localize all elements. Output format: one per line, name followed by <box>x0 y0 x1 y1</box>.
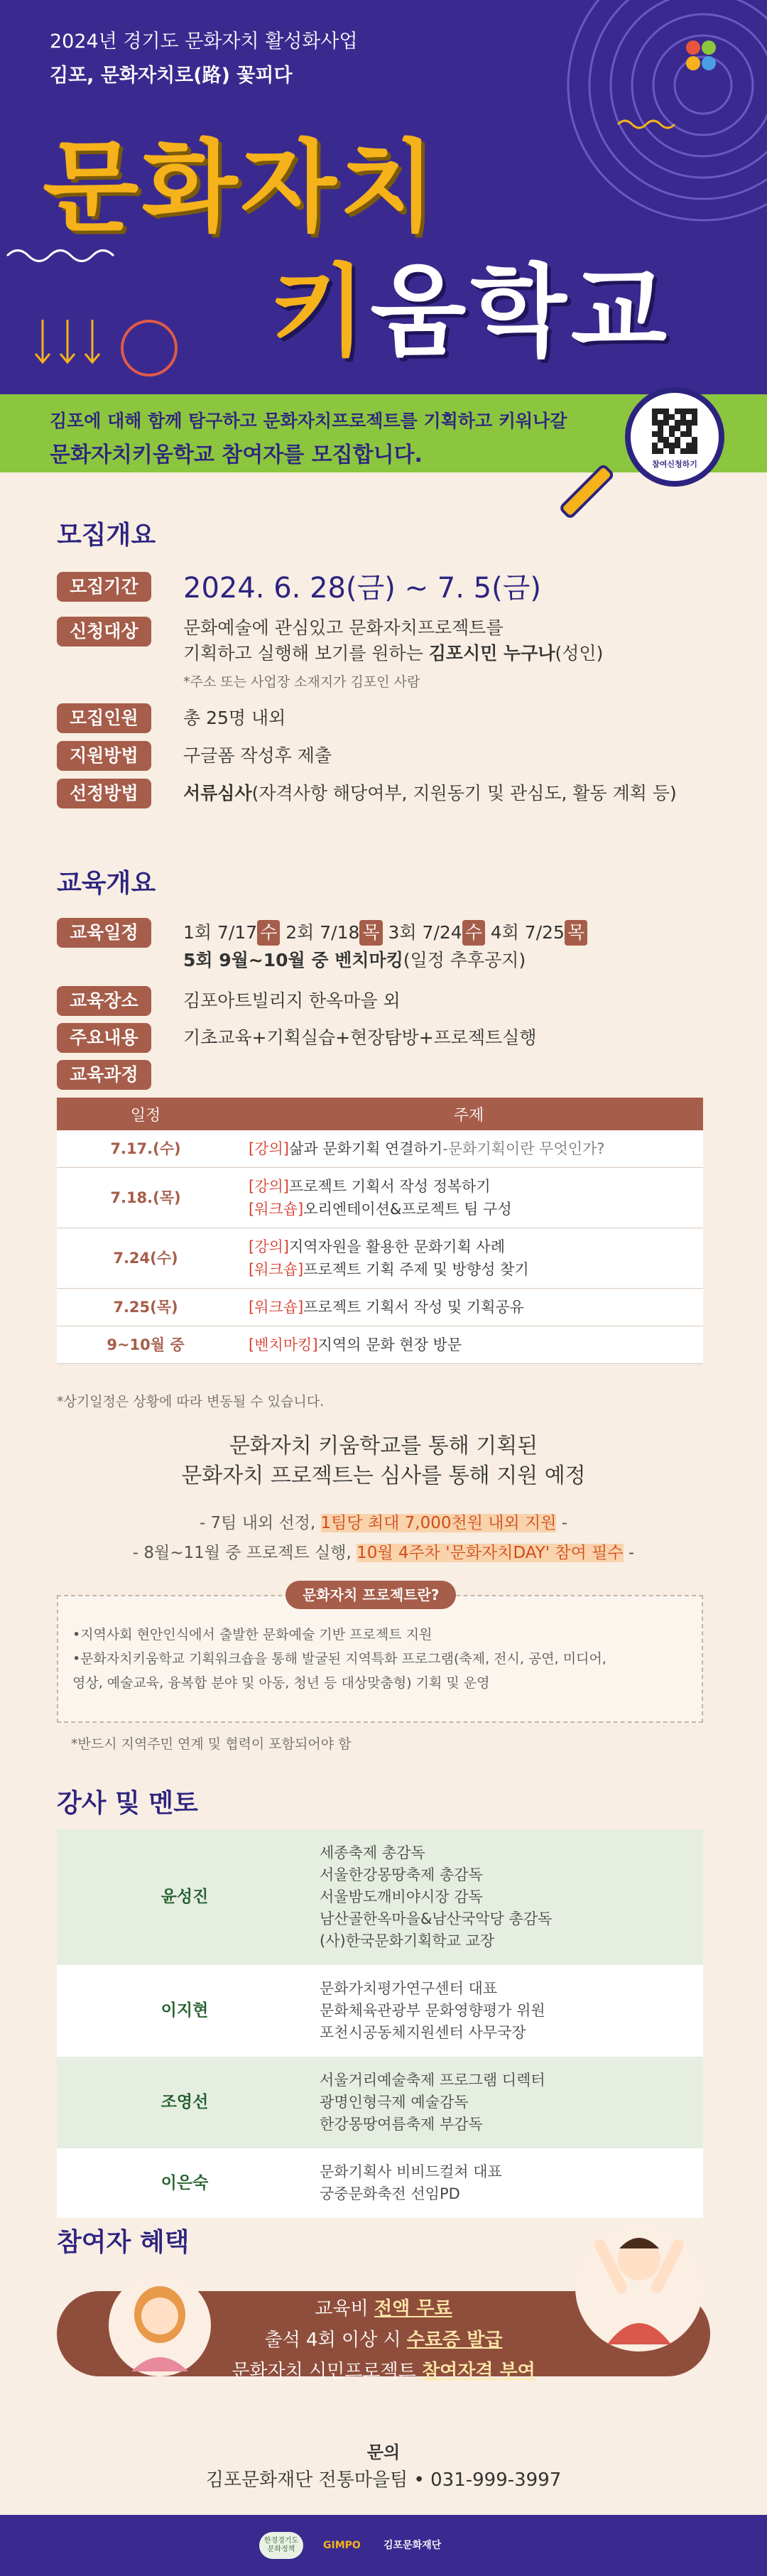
table-note: *상기일정은 상황에 따라 변동될 수 있습니다. <box>57 1394 325 1409</box>
selection-value-main: 서류심사 <box>183 783 252 803</box>
mentor-table <box>57 1829 703 2218</box>
schedule-line-2 <box>183 948 526 973</box>
topic-line <box>249 1198 703 1221</box>
mentor-career-line: 광명인형극제 예술감독 <box>320 2094 469 2111</box>
table-row <box>57 1168 703 1228</box>
sch-5: 5회 9월~10월 중 벤치마킹 <box>183 950 403 970</box>
course-date: 7.25(목) <box>57 1289 234 1326</box>
content-value: 기초교육+기획실습+현장탐방+프로젝트실행 <box>183 1027 537 1048</box>
mentor-career-line: 궁중문화축전 선임PD <box>320 2185 460 2202</box>
tag-target: 신청대상 <box>57 617 151 646</box>
selection-value-detail: (자격사항 해당여부, 지원동기 및 관심도, 활동 계획 등) <box>251 783 677 803</box>
mentor-career <box>312 1829 703 1965</box>
mentor-career-line: 서울거리예술축제 프로그램 디렉터 <box>320 2072 545 2089</box>
course-table-header <box>57 1098 703 1130</box>
support-d1a: - 7팀 내외 선정, <box>199 1514 321 1532</box>
selection-value <box>183 781 677 806</box>
hero-title-line2 <box>270 256 671 369</box>
section-title-edu: 교육개요 <box>57 869 156 898</box>
mentor-row <box>57 1965 703 2057</box>
sch-2: 2회 7/18 <box>285 922 360 943</box>
contact-title: 문의 <box>366 2442 401 2462</box>
mentor-career-line: 포천시공동체지원센터 사무국장 <box>320 2024 526 2041</box>
definition-line-1: •지역사회 현안인식에서 출발한 문화예술 기반 프로젝트 지원 <box>72 1627 433 1643</box>
count-value: 총 25명 내외 <box>183 708 286 728</box>
support-d1c: - <box>556 1514 568 1532</box>
topic-label: [워크숍] <box>249 1261 304 1278</box>
course-topic <box>234 1289 703 1326</box>
topic-text: 지역자원을 활용한 문화기획 사례 <box>288 1238 505 1255</box>
topic-text: 오리엔테이션&프로젝트 팀 구성 <box>303 1201 512 1218</box>
target-line-2c: (성인) <box>555 643 604 664</box>
definition-line-2: •문화자치키움학교 기획워크숍을 통해 발굴된 지역특화 프로그램(축제, 전시, 공연, 미디어, <box>72 1651 606 1667</box>
benefit-1b: 전액 무료 <box>374 2298 452 2320</box>
sch-3: 3회 7/24 <box>388 922 462 943</box>
benefit-2b: 수료증 발급 <box>406 2329 503 2351</box>
course-date: 7.18.(목) <box>57 1168 234 1228</box>
benefit-line-2 <box>0 2325 767 2356</box>
course-date: 7.24(수) <box>57 1228 234 1289</box>
support-d2b: 10월 4주차 '문화자치DAY' 참여 필수 <box>357 1544 624 1562</box>
tag-method: 지원방법 <box>57 741 151 771</box>
target-note: *주소 또는 사업장 소재지가 김포인 사람 <box>183 674 420 690</box>
hero-subtitle: 2024년 경기도 문화자치 활성화사업 <box>50 31 358 53</box>
banner-line-2: 문화자치키움학교 참여자를 모집합니다. <box>50 443 423 467</box>
sch-2-day: 목 <box>359 920 382 946</box>
project-definition-box <box>57 1586 703 1723</box>
definition-line-3: 영상, 예술교육, 융복합 분야 및 아동, 청년 등 대상맞춤형) 기획 및 운영 <box>72 1675 490 1691</box>
topic-label: [벤치마킹] <box>249 1336 318 1353</box>
support-detail-1 <box>0 1510 767 1533</box>
mentor-career <box>312 1965 703 2057</box>
benefit-list <box>0 2288 767 2387</box>
mentor-career-line: 한강몽땅여름축제 부감독 <box>320 2116 483 2133</box>
mentor-career-line: 서울한강몽땅축제 총감독 <box>320 1866 483 1883</box>
topic-line <box>249 1296 703 1319</box>
sch-5-note: (일정 추후공지) <box>403 950 526 970</box>
topic-line <box>249 1137 703 1160</box>
tag-place: 교육장소 <box>57 986 151 1016</box>
course-topic <box>234 1130 703 1168</box>
contact-info: 김포문화재단 전통마을팀 • 031-999-3997 <box>205 2469 562 2491</box>
tag-period: 모집기간 <box>57 572 151 602</box>
course-topic <box>234 1168 703 1228</box>
benefit-line-3 <box>0 2356 767 2387</box>
hero-title-key: 키 <box>270 254 371 370</box>
col-topic: 주제 <box>234 1098 703 1130</box>
mentor-career-line: 문화가치평가연구센터 대표 <box>320 1980 498 1997</box>
tag-count: 모집인원 <box>57 703 151 733</box>
table-row <box>57 1130 703 1168</box>
place-value: 김포아트빌리지 한옥마을 외 <box>183 990 401 1011</box>
section-title-mentors: 강사 및 멘토 <box>57 1789 198 1818</box>
target-line-2b: 김포시민 누구나 <box>428 643 555 664</box>
qr-code-magnifier[interactable] <box>625 387 724 487</box>
table-row <box>57 1228 703 1289</box>
target-line-1: 문화예술에 관심있고 문화자치프로젝트를 <box>183 617 504 638</box>
support-d1b: 1팀당 최대 7,000천원 내외 지원 <box>320 1514 557 1532</box>
topic-line <box>249 1175 703 1198</box>
benefit-1a: 교육비 <box>315 2298 375 2320</box>
topic-sub: -문화기획이란 무엇인가? <box>442 1140 605 1157</box>
topic-text: 프로젝트 기획서 작성 및 기획공유 <box>303 1299 524 1316</box>
topic-text: 지역의 문화 현장 방문 <box>317 1336 462 1353</box>
hero-header <box>0 0 767 394</box>
support-detail-2 <box>0 1539 767 1563</box>
topic-text: 삶과 문화기획 연결하기 <box>288 1140 443 1157</box>
course-topic <box>234 1228 703 1289</box>
recruit-period-value: 2024. 6. 28(금) ~ 7. 5(금) <box>183 572 541 605</box>
qr-label: 참여신청하기 <box>652 460 697 469</box>
benefit-3b: 참여자격 부여 <box>421 2361 535 2382</box>
support-line-2: 문화자치 프로젝트는 심사를 통해 지원 예정 <box>181 1463 586 1488</box>
sch-4-day: 목 <box>565 920 587 946</box>
mentor-career-line: 남산골한옥마을&남산국악당 총감독 <box>320 1910 553 1927</box>
topic-text: 프로젝트 기획 주제 및 방향성 찾기 <box>303 1261 529 1278</box>
mentor-row <box>57 1829 703 1965</box>
mentor-row <box>57 2057 703 2148</box>
sch-1-day: 수 <box>257 920 280 946</box>
support-d2c: - <box>623 1544 635 1562</box>
tag-selection: 선정방법 <box>57 779 151 808</box>
footer-logo-gimpo: GIMPO <box>323 2540 361 2551</box>
mentor-career-line: 세종축제 총감독 <box>320 1844 425 1861</box>
tag-course: 교육과정 <box>57 1060 151 1090</box>
topic-label: [강의] <box>249 1238 289 1255</box>
project-definition-tag: 문화자치 프로젝트란? <box>285 1581 456 1609</box>
topic-label: [강의] <box>249 1140 289 1157</box>
mentor-name: 조영선 <box>161 2093 209 2111</box>
target-line-2 <box>183 641 603 666</box>
benefit-2a: 출석 4회 이상 시 <box>264 2329 407 2351</box>
footer-logo-gyeonggi: 한경경기도 문화정책 <box>259 2532 303 2559</box>
benefit-3a: 문화자치 시민프로젝트 <box>232 2361 422 2382</box>
course-date: 7.17.(수) <box>57 1130 234 1168</box>
table-row <box>57 1326 703 1364</box>
benefit-line-1 <box>0 2293 767 2325</box>
course-topic <box>234 1326 703 1364</box>
section-title-recruit: 모집개요 <box>57 521 156 550</box>
table-row <box>57 1289 703 1326</box>
recruit-banner <box>0 394 767 472</box>
col-date: 일정 <box>57 1098 234 1130</box>
target-line-2a: 기획하고 실행해 보기를 원하는 <box>183 643 429 664</box>
topic-line <box>249 1258 703 1281</box>
hero-subtitle-2: 김포, 문화자치로(路) 꽃피다 <box>50 65 293 87</box>
topic-label: [워크숍] <box>249 1201 304 1218</box>
hero-title-rest: 움학교 <box>370 254 671 370</box>
section-title-benefit: 참여자 혜택 <box>57 2228 190 2257</box>
course-table <box>57 1098 703 1364</box>
tag-content: 주요내용 <box>57 1023 151 1053</box>
topic-label: [워크숍] <box>249 1299 304 1316</box>
topic-line <box>249 1235 703 1258</box>
mentor-name: 이은숙 <box>161 2173 209 2192</box>
support-d2a: - 8월~11월 중 프로젝트 실행, <box>132 1544 357 1562</box>
tag-schedule: 교육일정 <box>57 918 151 948</box>
sch-3-day: 수 <box>462 920 485 946</box>
topic-line <box>249 1333 703 1356</box>
sch-4: 4회 7/25 <box>490 922 565 943</box>
topic-text: 프로젝트 기획서 작성 정복하기 <box>288 1178 491 1195</box>
course-date: 9~10월 중 <box>57 1326 234 1364</box>
topic-label: [강의] <box>249 1178 289 1195</box>
mentor-career-line: 문화기획사 비비드컬쳐 대표 <box>320 2163 502 2180</box>
mentor-name: 윤성진 <box>161 1888 209 1906</box>
mentor-name: 이지현 <box>161 2001 209 2020</box>
mentor-career-line: (사)한국문화기획학교 교장 <box>320 1932 495 1949</box>
footer-logo-foundation: 김포문화재단 <box>384 2540 442 2551</box>
definition-note: *반드시 지역주민 연계 및 협력이 포함되어야 함 <box>71 1736 352 1752</box>
schedule-line-1 <box>183 920 587 946</box>
banner-line-1: 김포에 대해 함께 탐구하고 문화자치프로젝트를 기획하고 키워나갈 <box>50 411 567 431</box>
mentor-career <box>312 2057 703 2148</box>
support-line-1: 문화자치 키움학교를 통해 기획된 <box>229 1434 538 1459</box>
method-value: 구글폼 작성후 제출 <box>183 745 332 766</box>
hero-title-line1: 문화자치 <box>43 130 438 246</box>
mentor-career-line: 서울밤도깨비야시장 감독 <box>320 1888 483 1905</box>
mentor-career-line: 문화체육관광부 문화영향평가 위원 <box>320 2002 545 2019</box>
dots-logo-icon <box>685 39 717 72</box>
qr-code-icon <box>652 408 697 454</box>
footer <box>0 2515 767 2576</box>
sch-1: 1회 7/17 <box>183 922 258 943</box>
